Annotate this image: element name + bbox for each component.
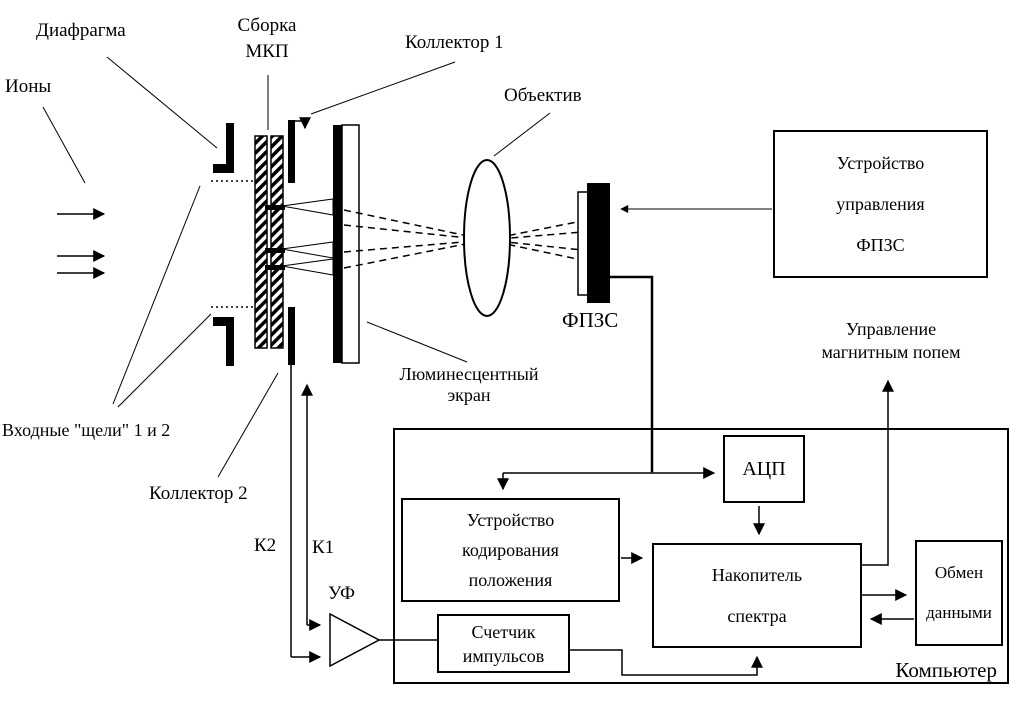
mcp-plate-1 xyxy=(255,136,267,348)
collector2-electrode xyxy=(288,307,295,365)
label-luminescent-screen: Люминесцентный экран xyxy=(399,364,539,405)
leader-collector1 xyxy=(311,62,455,114)
box-pulse-counter: Счетчик импульсов xyxy=(437,614,570,673)
ccd-window xyxy=(578,192,588,295)
label-computer: Компьютер xyxy=(895,658,997,682)
box-data-exchange: Обмен данными xyxy=(915,540,1003,646)
collector1-electrode xyxy=(288,120,295,183)
optical-rays xyxy=(344,210,582,268)
leader-screen xyxy=(367,322,467,362)
leader-collector2 xyxy=(218,373,278,477)
label-ions: Ионы xyxy=(5,76,52,97)
label-mcp-assembly: Сборка МКП xyxy=(237,15,297,62)
leader-diaphragm xyxy=(107,57,217,148)
lens-ellipse xyxy=(464,160,510,316)
label-diaphragm: Диафрагма xyxy=(36,20,126,41)
diaphragm-electrodes xyxy=(213,123,234,366)
leader-ions xyxy=(43,107,85,183)
ion-beam-arrows xyxy=(57,214,104,273)
leader-slit2 xyxy=(118,314,211,407)
leader-lens xyxy=(494,113,550,156)
label-k1: К1 xyxy=(312,537,335,558)
box-spectrum-accumulator: Накопитель спектра xyxy=(652,543,862,648)
leader-slit1 xyxy=(113,186,200,404)
box-adc: АЦП xyxy=(723,435,805,503)
ccd-sensor xyxy=(587,183,610,303)
label-fpzs: ФПЗС xyxy=(562,308,619,332)
screen-glass xyxy=(342,125,359,363)
label-magnetic-field-control: Управление магнитным попем xyxy=(821,319,961,362)
mcp-plate-2 xyxy=(271,136,283,348)
box-ccd-control: Устройство управления ФПЗС xyxy=(773,130,988,278)
screen-phosphor-layer xyxy=(333,125,342,363)
electron-fans xyxy=(282,199,333,275)
mcp-plates xyxy=(255,136,283,348)
label-lens: Объектив xyxy=(504,85,582,106)
label-input-slits: Входные "щели" 1 и 2 xyxy=(2,420,171,440)
label-uv-amplifier: УФ xyxy=(328,583,356,604)
label-k2: К2 xyxy=(254,535,277,556)
label-collector2: Коллектор 2 xyxy=(149,483,248,504)
label-collector1: Коллектор 1 xyxy=(405,32,504,53)
box-position-encoder: Устройство кодирования положения xyxy=(401,498,620,602)
amplifier-triangle xyxy=(330,614,379,666)
